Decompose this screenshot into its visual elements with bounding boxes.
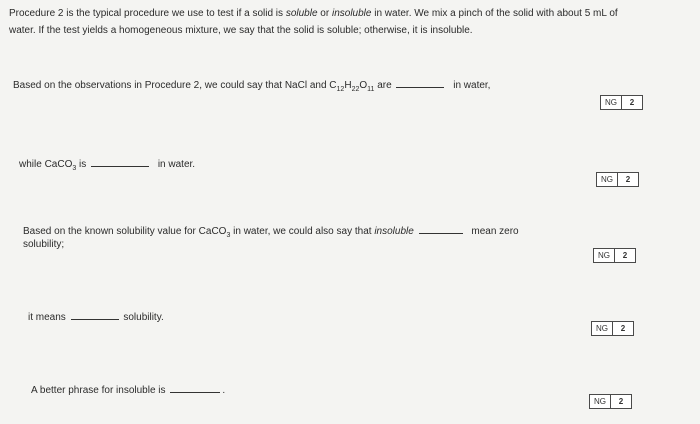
q3-italic: insoluble	[374, 226, 414, 237]
intro-text: or	[317, 8, 332, 19]
intro-insoluble: insoluble	[331, 8, 372, 19]
intro-text: Procedure 2 is the typical procedure we use to test if a solid is	[9, 8, 286, 19]
grade-label: NG	[597, 173, 618, 186]
question-1	[13, 78, 490, 92]
grade-label: NG	[594, 249, 615, 262]
q5-after-text: .	[222, 385, 226, 396]
q2-sub: 3	[72, 165, 77, 172]
q1-text: are	[374, 80, 392, 91]
q3-text: Based on the known solubility value for CaCO	[23, 226, 227, 237]
q1-sub: 12	[336, 86, 345, 93]
q1-sub: 22	[351, 86, 360, 93]
q2-text: while CaCO	[19, 159, 73, 170]
intro-soluble: soluble	[285, 8, 318, 19]
grade-tag-2	[596, 172, 639, 187]
q3-after-text: mean zero	[471, 226, 519, 237]
answer-blank-4[interactable]	[71, 310, 119, 320]
grade-value: 2	[618, 397, 624, 406]
intro-paragraph	[9, 5, 699, 39]
question-5	[31, 383, 225, 397]
q5-text: A better phrase for insoluble is	[31, 385, 166, 396]
grade-value: 2	[622, 251, 628, 260]
question-4	[28, 310, 164, 324]
q4-after-text: solubility.	[123, 312, 164, 323]
grade-value: 2	[620, 324, 626, 333]
answer-blank-2[interactable]	[91, 157, 149, 167]
question-2	[19, 157, 195, 171]
grade-label: NG	[601, 96, 622, 109]
q3-text-line2: solubility;	[23, 239, 65, 250]
q1-sub: 11	[367, 86, 375, 93]
q4-text: it means	[28, 312, 66, 323]
intro-text: in water. We mix a pinch of the solid with about 5 mL of	[371, 8, 618, 19]
q1-text: O	[359, 80, 368, 91]
grade-tag-4	[591, 321, 634, 336]
answer-blank-5[interactable]	[170, 383, 220, 393]
grade-value: 2	[629, 98, 635, 107]
answer-blank-1[interactable]	[396, 78, 444, 88]
grade-label: NG	[590, 395, 611, 408]
q1-text: Based on the observations in Procedure 2, we could say that NaCl and C	[13, 80, 337, 91]
q1-text: H	[344, 80, 352, 91]
q2-after-text: in water.	[157, 159, 196, 170]
question-3	[23, 224, 519, 251]
grade-tag-3	[593, 248, 636, 263]
grade-value: 2	[625, 175, 631, 184]
grade-label: NG	[592, 322, 613, 335]
intro-text-line2: water. If the test yields a homogeneous mixture, we say that the solid is soluble; otherwise, it is insoluble.	[9, 25, 473, 36]
grade-tag-5	[589, 394, 632, 409]
grade-tag-1	[600, 95, 643, 110]
answer-blank-3[interactable]	[419, 224, 463, 234]
q1-after-text: in water,	[453, 80, 491, 91]
q3-sub: 3	[226, 232, 231, 239]
q2-text: is	[76, 159, 87, 170]
q3-text: in water, we could also say that	[230, 226, 375, 237]
